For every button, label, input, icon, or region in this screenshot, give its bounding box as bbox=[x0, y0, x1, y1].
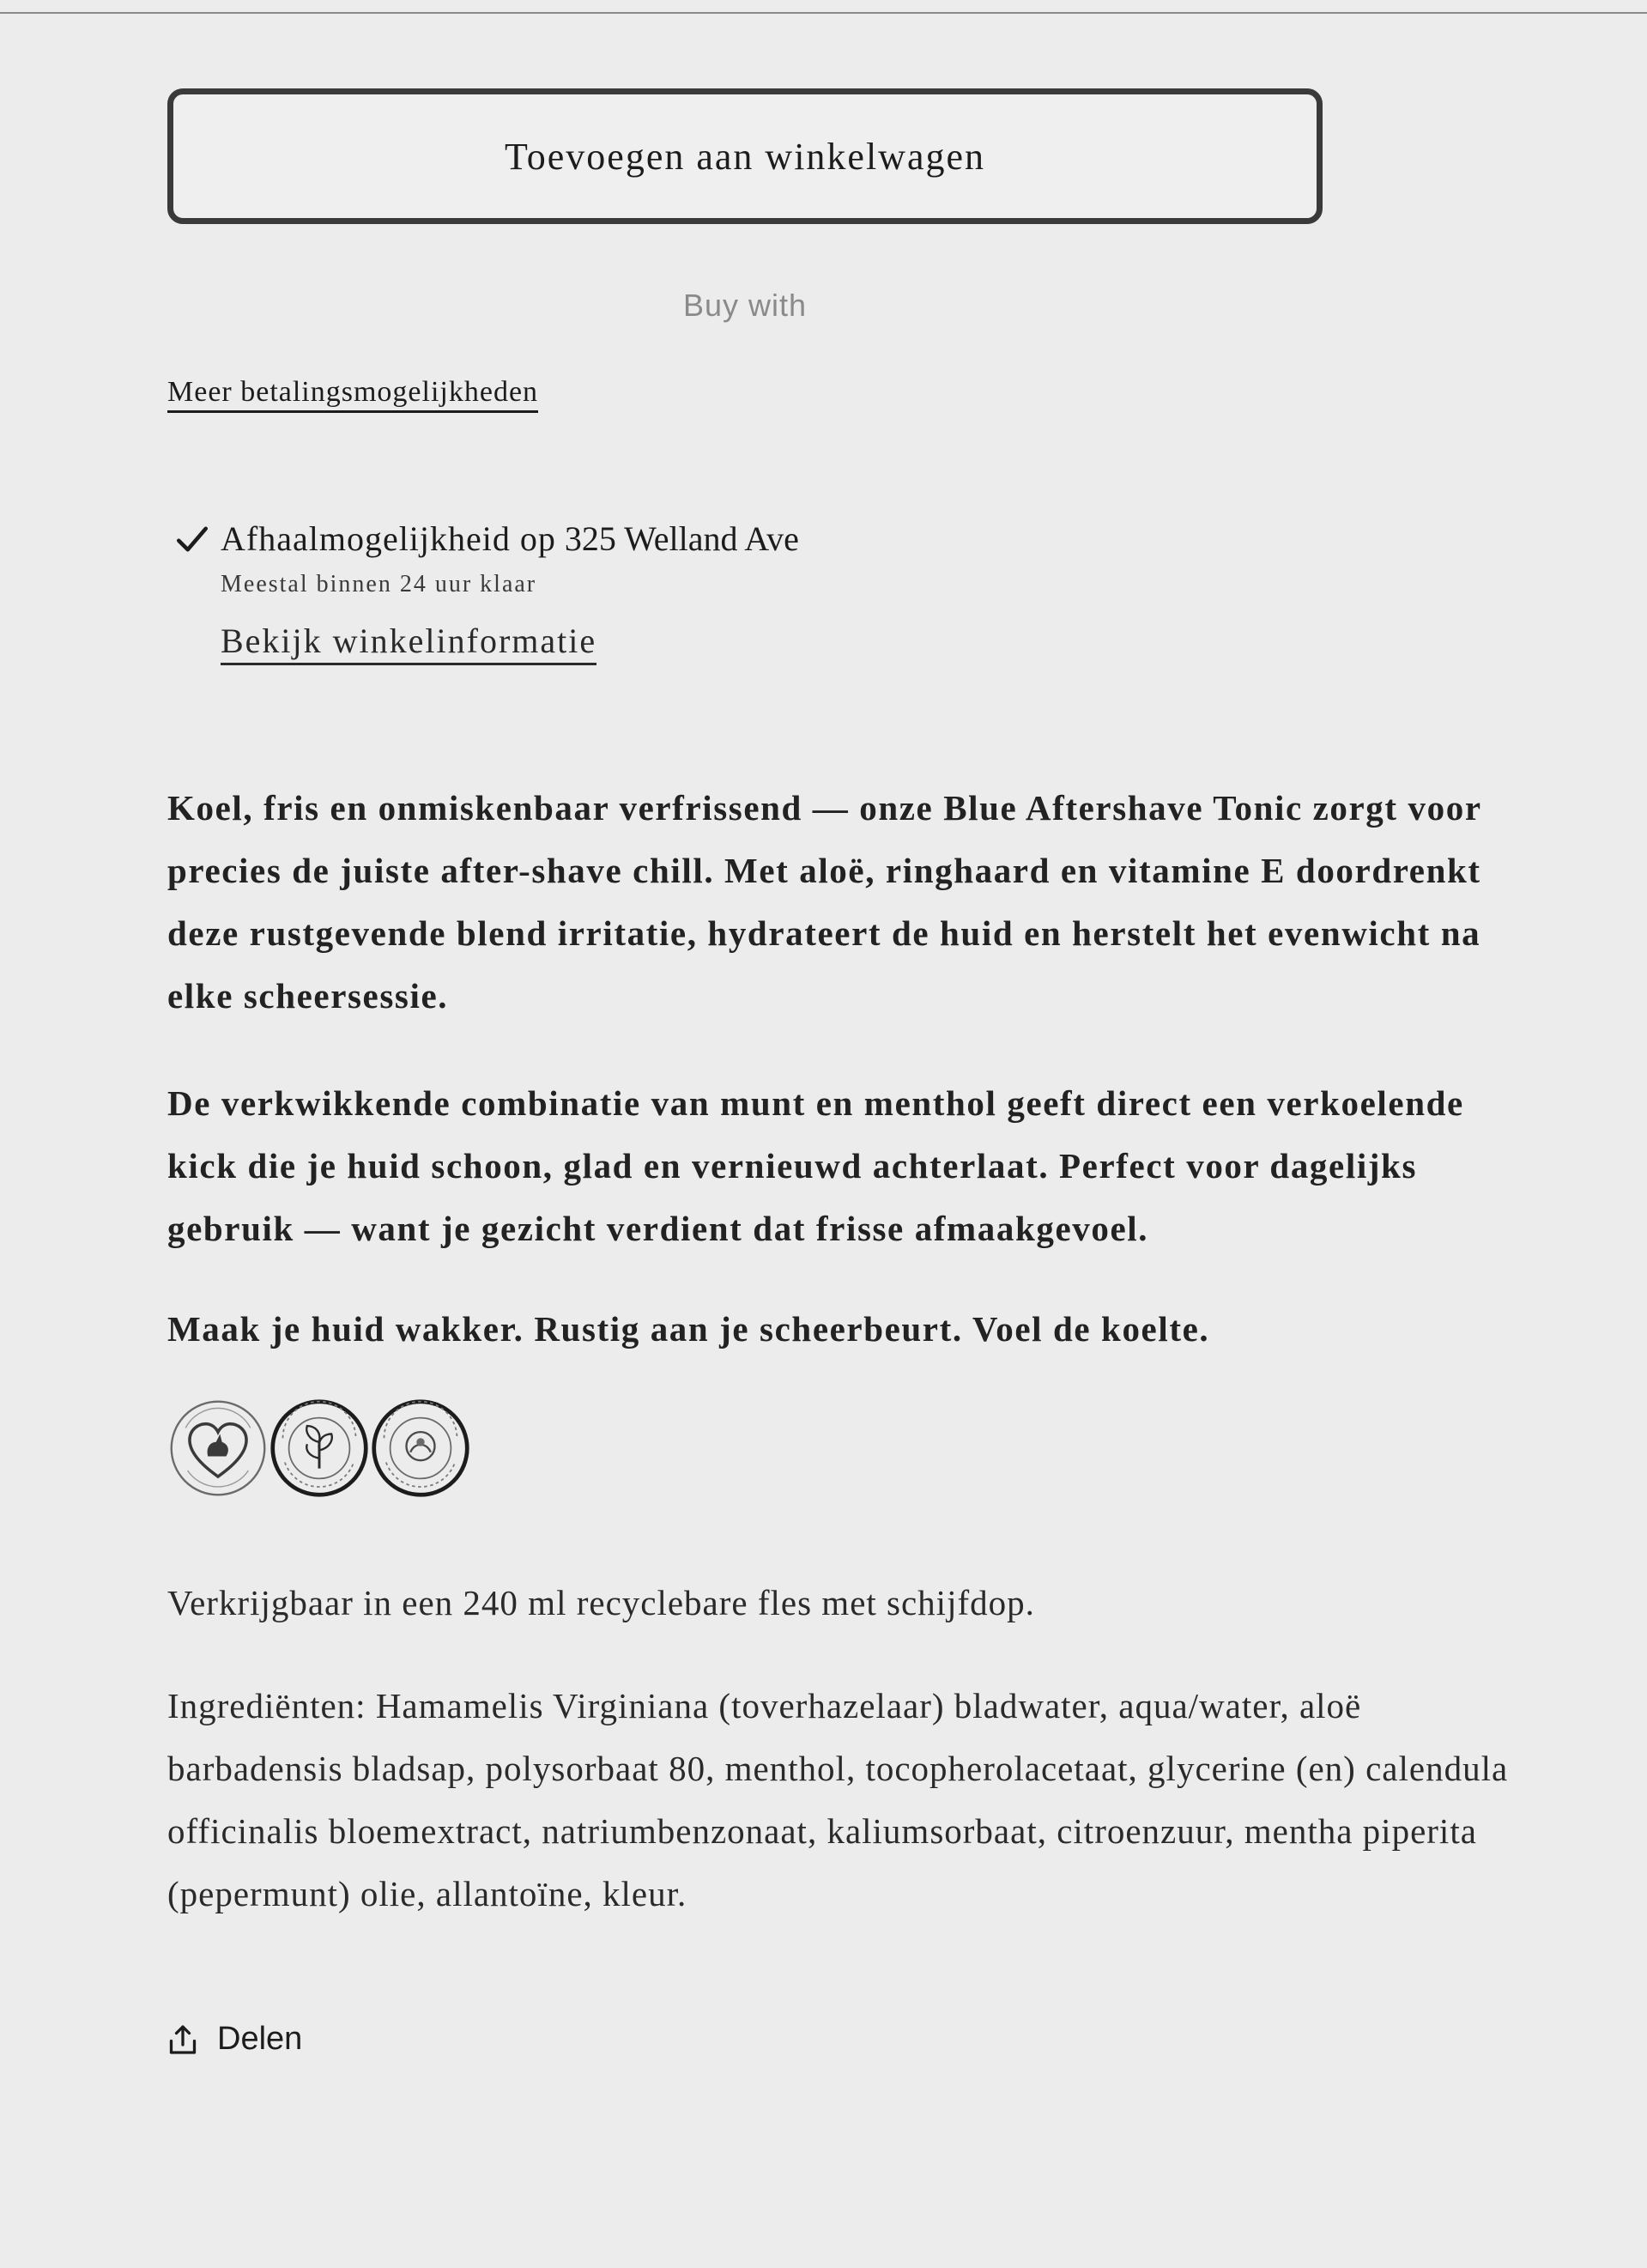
share-button[interactable] bbox=[167, 2021, 302, 2058]
more-payment-options-link[interactable]: Meer betalingsmogelijkheden bbox=[167, 376, 538, 413]
natural-ingredients-leaf-icon bbox=[269, 1398, 370, 1499]
ingredients-text: Ingrediënten: Hamamelis Virginiana (toverhazelaar) bladwater, aqua/water, aloë barbadensis bladsap, polysorbaat 80, menthol, tocopherolacetaat, glycerine (en) calendula officinalis bloemextract, natriumbenzonaat, kaliumsorbaat, citroenzuur, mentha piperita (pepermunt) olie, allantoïne, kleur. bbox=[167, 1686, 1509, 1913]
share-label: Delen bbox=[217, 2021, 303, 2057]
certification-badges bbox=[167, 1398, 471, 1499]
add-to-cart-label: Toevoegen aan winkelwagen bbox=[504, 135, 986, 178]
cruelty-free-rabbit-icon bbox=[167, 1398, 269, 1499]
pickup-status bbox=[174, 518, 799, 559]
pickup-location: 325 Welland Ave bbox=[564, 519, 799, 558]
buy-with-button[interactable] bbox=[167, 288, 1323, 324]
buy-with-label: Buy with bbox=[682, 288, 808, 323]
pickup-ready-time: Meestal binnen 24 uur klaar bbox=[221, 571, 537, 597]
pickup-availability bbox=[174, 518, 799, 665]
store-info-link[interactable]: Bekijk winkelinformatie bbox=[221, 621, 596, 665]
checkmark-icon bbox=[174, 521, 210, 557]
availability-text: Verkrijgbaar in een 240 ml recyclebare fles met schijfdop. bbox=[167, 1583, 1035, 1622]
share-icon bbox=[167, 2022, 198, 2057]
description-paragraph: De verkwikkende combinatie van munt en menthol geeft direct een verkoelende kick die je huid schoon, glad en vernieuwd achterlaat. Perfect voor dagelijks gebruik — want je gezicht verdient dat frisse afmaakgevoel. bbox=[167, 1083, 1464, 1248]
handmade-icon bbox=[370, 1398, 471, 1499]
add-to-cart-button[interactable] bbox=[167, 88, 1323, 224]
top-divider bbox=[0, 12, 1647, 14]
description-paragraph: Maak je huid wakker. Rustig aan je scheerbeurt. Voel de koelte. bbox=[167, 1309, 1210, 1349]
description-paragraph: Koel, fris en onmiskenbaar verfrissend — onze Blue Aftershave Tonic zorgt voor precies de juiste after-shave chill. Met aloë, ringhaard en vitamine E doordrenkt deze rustgevende blend irritatie, hydrateert de huid en herstelt het evenwicht na elke scheersessie. bbox=[167, 788, 1481, 1016]
pickup-availability-text: Afhaalmogelijkheid op bbox=[221, 519, 556, 558]
